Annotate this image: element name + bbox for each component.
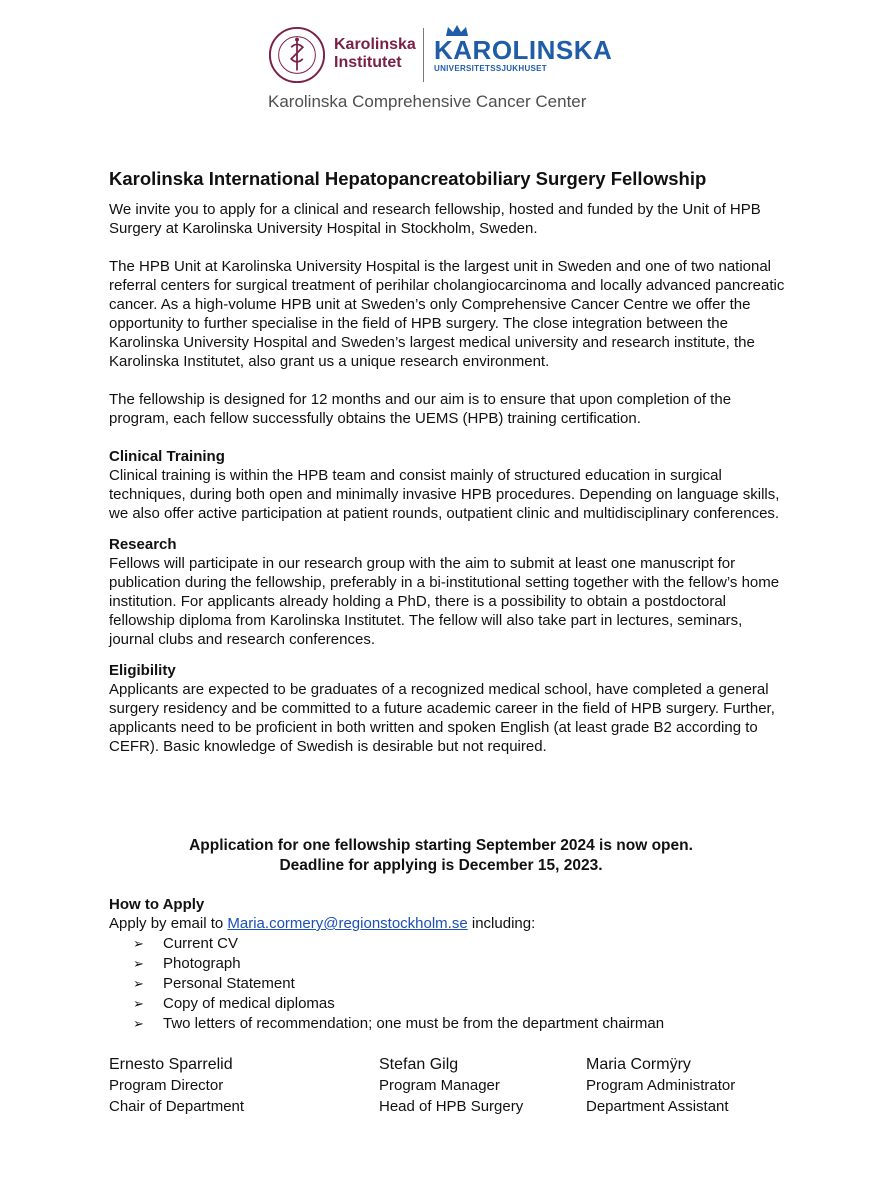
ks-subtitle: UNIVERSITETSSJUKHUSET [434, 64, 547, 73]
signatory-name: Maria Cormÿry [586, 1056, 691, 1073]
arrow-bullet-icon: ➢ [133, 1016, 144, 1031]
duration-paragraph: The fellowship is designed for 12 months and our aim is to ensure that upon completion of the program, each fellow successfully obtains the UEMS (HPB) training certification. [109, 391, 732, 427]
section-research [109, 535, 789, 649]
signatory-title: Department Assistant [586, 1098, 729, 1115]
document-title: Karolinska International Hepatopancreatobiliary Surgery Fellowship [109, 168, 707, 189]
apply-trail-text: including: [467, 915, 536, 932]
section-heading: Clinical Training [109, 448, 225, 465]
signatory-role: Program Administrator [586, 1077, 736, 1094]
header-logos [268, 24, 613, 86]
karolinska-institutet-seal-icon [268, 26, 326, 84]
arrow-bullet-icon: ➢ [133, 956, 144, 971]
section-text: Fellows will participate in our research group with the aim to submit at least one manuscript for publication during the fellowship, preferably in a bi-institutional setting together with the fellow’s home institution. For applicants already holding a PhD, there is a possibility to obtain a postdoctoral fellowship diploma from Karolinska Institutet. The fellow will also take part in lectures, seminars, journal clubs and research conferences. [109, 555, 780, 648]
signatory-name: Stefan Gilg [379, 1056, 459, 1073]
cancer-center-name: Karolinska Comprehensive Cancer Center [268, 92, 587, 111]
section-clinical-training [109, 447, 789, 523]
list-item [133, 994, 789, 1014]
email-link[interactable]: Maria.cormery@regionstockholm.se [227, 915, 468, 932]
signatory-name: Ernesto Sparrelid [109, 1056, 233, 1073]
signatory-role: Program Manager [379, 1077, 500, 1094]
signatory-title: Chair of Department [109, 1098, 245, 1115]
list-item [133, 954, 789, 974]
announcement-line-2: Deadline for applying is December 15, 2023. [279, 857, 603, 874]
document-body [109, 168, 789, 768]
application-announcement [109, 836, 773, 876]
section-text: Applicants are expected to be graduates of a recognized medical school, have completed a general surgery residency and be committed to a future academic career in the field of HPB surgery. Further, applicants need to be proficient in both written and spoken English (at least grade B2 according to CEFR). Basic knowledge of Swedish is desirable but not required. [109, 681, 775, 755]
requirements-list [109, 934, 789, 1034]
ki-name-line1: Karolinska [334, 36, 416, 53]
signatory-program-manager [379, 1054, 523, 1117]
section-heading: Eligibility [109, 662, 176, 679]
list-item-text: Photograph [163, 955, 241, 972]
signatory-program-director [109, 1054, 244, 1117]
apply-heading: How to Apply [109, 896, 205, 913]
unit-paragraph: The HPB Unit at Karolinska University Hospital is the largest unit in Sweden and one of two national referral centers for surgical treatment of perihilar cholangiocarcinoma and locally advanced pancreatic cancer. As a high-volume HPB unit at Sweden’s only Comprehensive Cancer Centre we offer the opportunity to further specialise in the field of HPB surgery. The close integration between the Karolinska University Hospital and Sweden’s largest medical university and research institute, the Karolinska Institutet, also grant us a unique research environment. [109, 258, 785, 370]
list-item-text: Personal Statement [163, 975, 295, 992]
list-item [133, 974, 789, 994]
section-text: Clinical training is within the HPB team and consist mainly of structured education in surgical techniques, during both open and minimally invasive HPB procedures. Depending on language skills, we also offer active participation at patient rounds, outpatient clinic and multidisciplinary conferences. [109, 467, 780, 522]
ki-name-line2: Institutet [334, 54, 402, 71]
arrow-bullet-icon: ➢ [133, 936, 144, 951]
signatory-program-administrator [586, 1054, 735, 1117]
list-item-text: Two letters of recommendation; one must be from the department chairman [163, 1015, 665, 1032]
apply-instructions [109, 914, 789, 934]
list-item-text: Current CV [163, 935, 239, 952]
logo-divider [423, 28, 424, 82]
ki-wordmark [334, 36, 416, 72]
arrow-bullet-icon: ➢ [133, 976, 144, 991]
list-item [133, 934, 789, 954]
signatory-title: Head of HPB Surgery [379, 1098, 524, 1115]
signatory-role: Program Director [109, 1077, 224, 1094]
arrow-bullet-icon: ➢ [133, 996, 144, 1011]
announcement-line-1: Application for one fellowship starting September 2024 is now open. [189, 837, 693, 854]
how-to-apply [109, 895, 789, 1034]
section-eligibility [109, 661, 789, 756]
intro-paragraph: We invite you to apply for a clinical and research fellowship, hosted and funded by the Unit of HPB Surgery at Karolinska University Hospital in Stockholm, Sweden. [109, 201, 761, 237]
list-item-text: Copy of medical diplomas [163, 995, 335, 1012]
ks-wordmark: KAROLINSKA [434, 35, 613, 65]
section-heading: Research [109, 536, 177, 553]
list-item [133, 1014, 789, 1034]
apply-lead-text: Apply by email to [109, 915, 228, 932]
